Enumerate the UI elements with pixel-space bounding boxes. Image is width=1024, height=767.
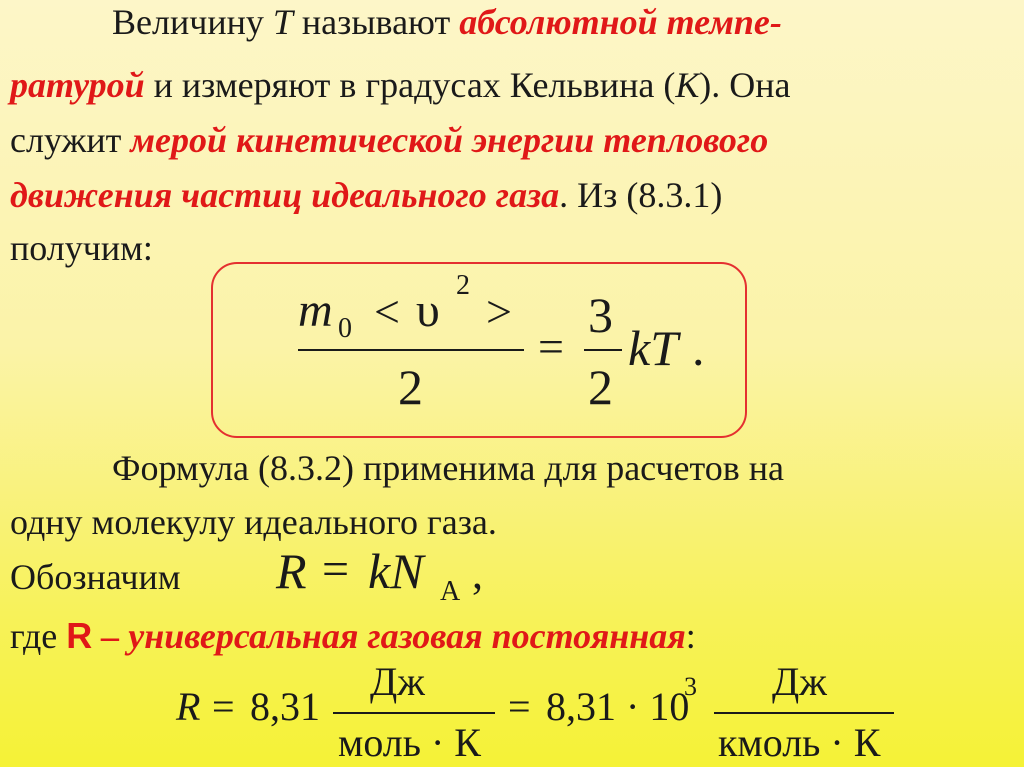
formula-subscript: 0 [338,313,352,344]
paragraph1-line5 [10,226,153,270]
formula-lt: < [374,286,400,337]
paragraph2-line3 [10,555,181,599]
paragraph1-line3 [10,118,768,162]
formula-equals: = [508,684,531,729]
fraction-bar [333,712,495,714]
formula-comma: , [472,549,483,598]
formula-kN: kN [368,543,424,599]
text: : [685,616,696,656]
text: одну молекулу идеального газа. [10,502,497,542]
formula-equals: = [322,543,350,596]
formula-period: . [692,320,705,376]
formula-equals: = [538,321,564,372]
text: служит [10,120,131,160]
paragraph2-line1 [112,446,784,490]
highlight-term: движения частиц идеального газа [10,175,560,215]
symbol-R: R [66,615,93,656]
formula-denominator: 2 [398,359,423,415]
formula-gt: > [486,286,512,337]
text: Величину [112,2,273,42]
paragraph1-line1 [112,0,782,44]
formula-equals: = [212,684,235,729]
text: получим: [10,228,153,268]
text: где [10,616,67,656]
formula-unit-denominator: моль · К [338,720,481,765]
fraction-bar [714,712,894,714]
symbol-T: T [272,2,293,42]
formula-denominator-2: 2 [588,359,613,415]
highlight-term: абсолютной темпе- [459,2,782,42]
formula-m: m [298,284,333,337]
text: и измеряют в градусах Кельвина ( [144,65,676,105]
symbol-K: К [675,65,700,105]
formula-kT: kT [628,320,678,376]
fraction-bar [298,349,524,351]
formula-subscript-A: A [440,576,461,607]
paragraph1-line4 [10,173,722,217]
paragraph1-line2 [10,63,790,107]
highlight-term: – универсальная газовая постоянная [92,616,686,656]
paragraph2-line2 [10,500,497,544]
text: ). Она [699,65,791,105]
text: Обозначим [10,557,181,597]
highlight-term: мерой кинетической энергии теплового [130,120,769,160]
formula-unit-numerator: Дж [772,659,827,704]
formula-numerator-3: 3 [588,287,613,343]
formula-upsilon: υ [416,284,440,337]
text: Формула (8.3.2) применима для расчетов на [112,448,785,488]
formula-superscript: 2 [456,270,470,301]
formula-unit-denominator: кмоль · К [718,720,881,765]
formula-value-1: 8,31 [250,684,320,729]
formula-value-2: 8,31 · 10 [546,684,690,729]
text: называют [292,2,460,42]
formula-superscript: 3 [684,672,697,701]
highlight-term: ратурой [10,65,145,105]
formula-unit-numerator: Дж [370,659,425,704]
text: . Из (8.3.1) [559,175,723,215]
formula-R: R [276,543,307,599]
paragraph3-line [10,614,696,658]
formula-R: R [176,684,201,729]
fraction-bar [584,349,622,351]
